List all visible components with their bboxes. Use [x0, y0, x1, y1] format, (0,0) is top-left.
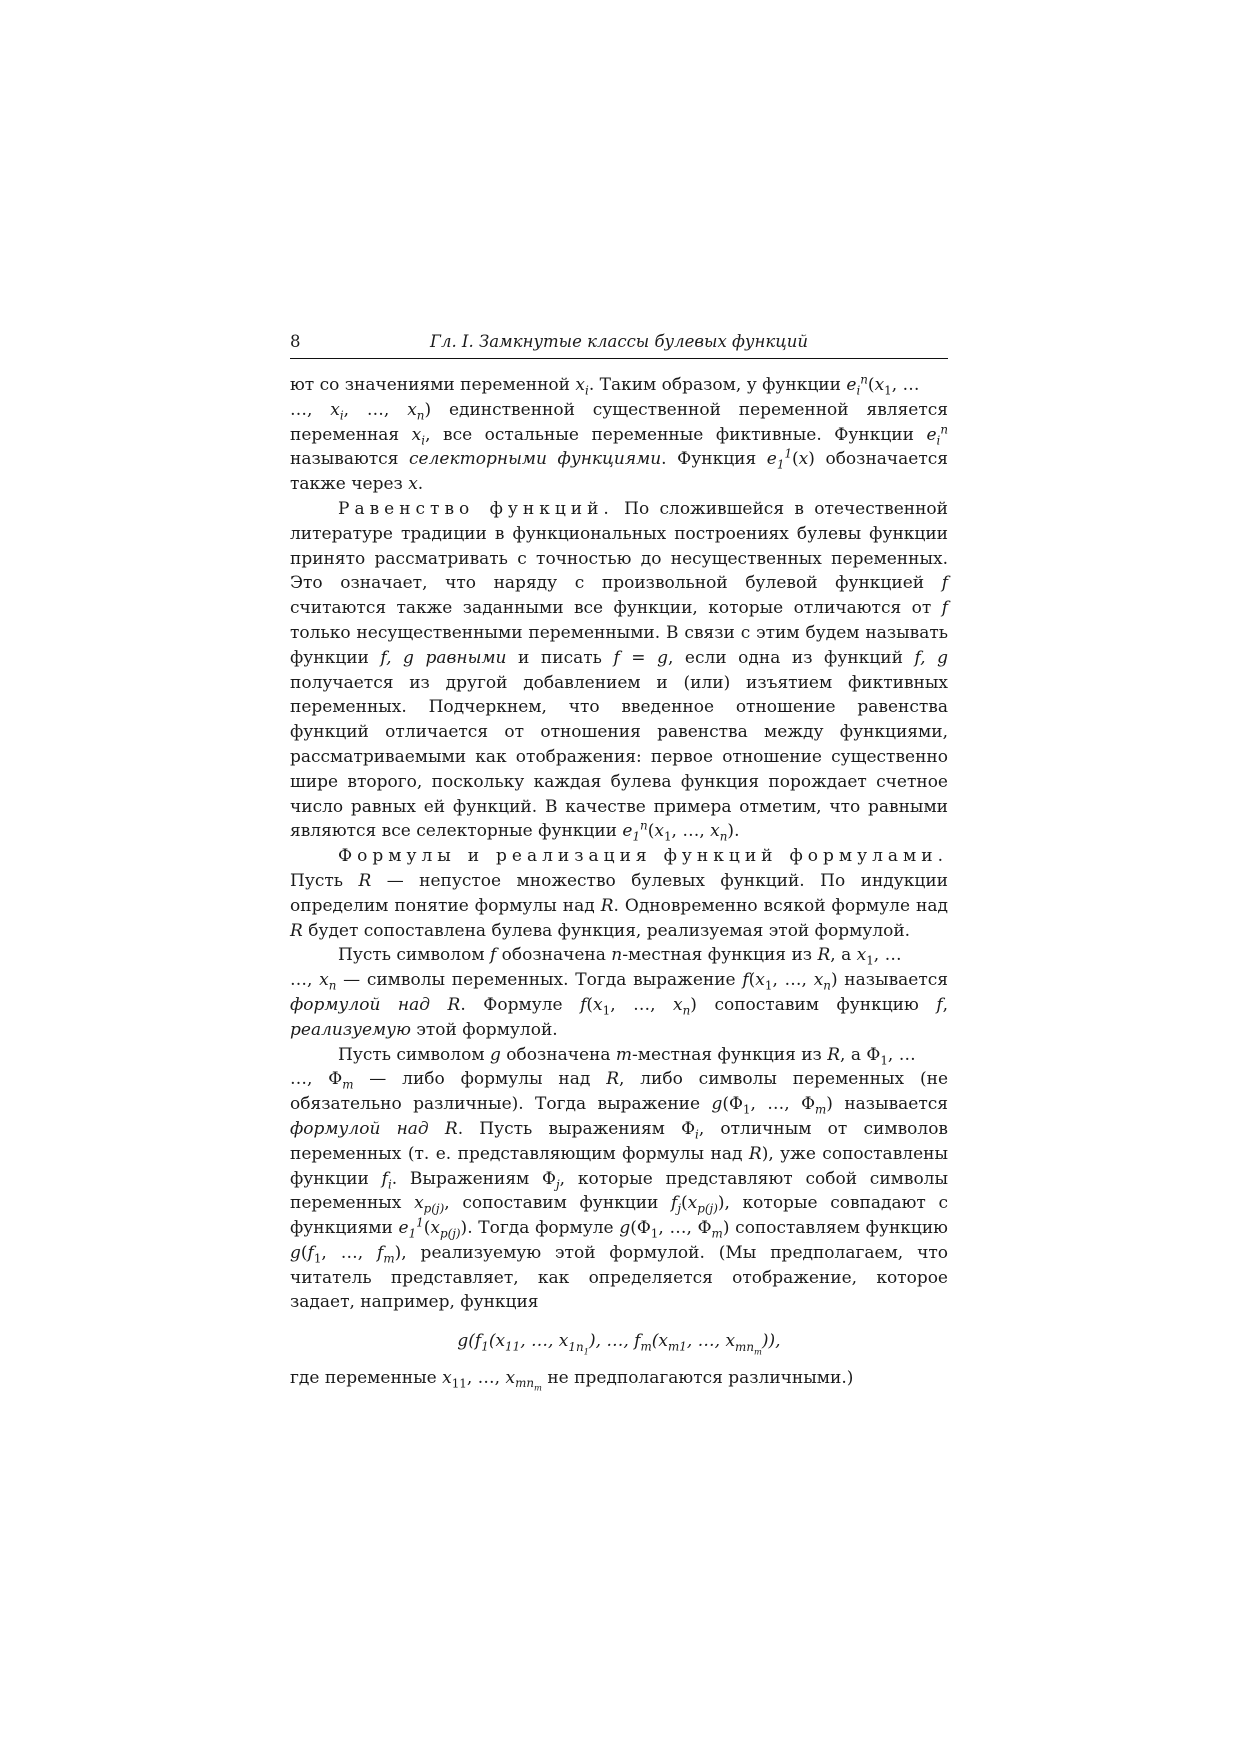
- section-heading-formulas: Формулы и реализация функций формулами.: [338, 846, 948, 867]
- paragraph-4: Пусть символом f обозначена n-местная функция из R, а $x_1$, … …, $x_n$ — символы переменных. Тогда выражение $f(x_1$, …, $x_n$) называется формулой над R. Формуле $f(x_1$, …, $x_n$) сопоставим функцию f, реализуемую этой формулой.: [290, 945, 949, 1040]
- term-formula-over: формулой над: [290, 994, 431, 1015]
- paragraph-6: где переменные $x_{11}$, …, $x_{mn_m}$ не предполагаются различными.): [290, 1368, 854, 1393]
- term-equal: равными: [425, 647, 507, 668]
- page-number: 8: [290, 332, 301, 351]
- paragraph-3: Формулы и реализация функций формулами. Пусть R — непустое множество булевых функций. По индукции определим понятие формулы над R. Одновременно всякой формуле над R будет сопоставлена булева функция, реализуемая этой формулой.: [290, 846, 948, 941]
- term-formula-over-2: формулой над: [290, 1118, 429, 1139]
- term-realized: реализуемую: [290, 1019, 411, 1040]
- section-heading-equality: Равенство функций.: [338, 498, 614, 519]
- running-head: Гл. I. Замкнутые классы булевых функций: [430, 332, 808, 351]
- paragraph-1: ют со значениями переменной $x_i$. Таким образом, у функции $e_i^n(x_1$, … …, $x_i$, …, $x_n$) единственной существенной переменной является переменная $x_i$, все остальные переменные фиктивные. Функции $e_i^n$ называются селекторными функциями. Функция $e_1^1(x)$ обозначается также через x.: [290, 372, 949, 495]
- book-page: [290, 332, 948, 1391]
- paragraph-5: Пусть символом g обозначена m-местная функция из R, а $\Phi_1$, … …, $\Phi_m$ — либо формулы над R, либо символы переменных (не обязательно различные). Тогда выражение $g(\Phi_1$, …, $\Phi_m$) называется формулой над R. Пусть выражениям $\Phi_i$, отличным от символов переменных (т. е. представляющим формулы над R), уже сопоставлены функции $f_i$. Выражениям $\Phi_j$, которые представляют собой символы переменных $x_{p(j)}$, сопоставим функции $f_j(x_{p(j)})$, которые совпадают с функциями $e_1^1(x_{p(j)})$. Тогда формуле $g(\Phi_1$, …, $\Phi_m$) сопоставляем функцию $g(f_1$, …, $f_m$), реализуемую этой формулой. (Мы предполагаем, что читатель представляет, как определяется отображение, которое задает, например, функция: [290, 1044, 949, 1313]
- page-body: [290, 373, 948, 1391]
- term-selector-functions: селекторными функциями: [409, 449, 662, 470]
- page-header: [290, 332, 948, 359]
- display-formula: $g(f_1(x_{11}$, …, $x_{1n_1}$), …, $f_m(x_{m1}$, …, $x_{mn_m}$)),: [457, 1331, 781, 1357]
- paragraph-2: Равенство функций. По сложившейся в отечественной литературе традиции в функциональных построениях булевы функции принято рассматривать с точностью до несущественных переменных. Это означает, что наряду с произвольной булевой функцией f считаются также заданными все функции, которые отличаются от f только несущественными переменными. В связи с этим будем называть функции f, g равными и писать f = g, если одна из функций f, g получается из другой добавлением и (или) изъятием фиктивных переменных. Подчеркнем, что введенное отношение равенства функций отличается от отношения равенства между функциями, рассматриваемыми как отображения: первое отношение существенно шире второго, поскольку каждая булева функция порождает счетное число равных ей функций. В качестве примера отметим, что равными являются все селекторные функции $e_1^n(x_1$, …, $x_n$).: [290, 498, 948, 844]
